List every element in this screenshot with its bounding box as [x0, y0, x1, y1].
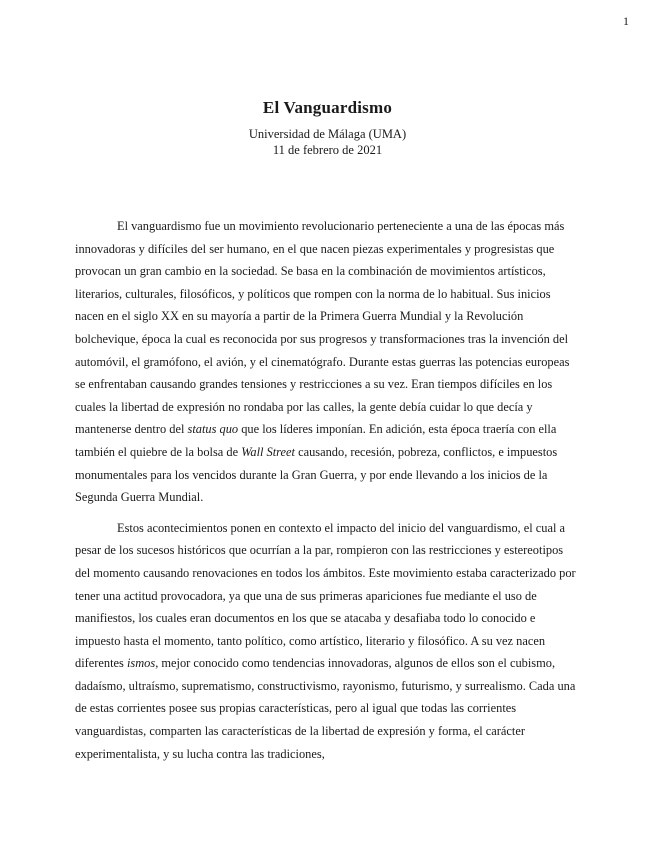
paragraph-1-text-a: El vanguardismo fue un movimiento revolucionario perteneciente a una de las épocas más innovadoras y difíciles del ser humano, en el que nacen piezas experimentales y progresistas que provocan un gran cambio en la sociedad. Se basa en la combinación de movimientos artísticos, literarios, culturales, filosóficos, y políticos que rompen con la norma de lo habitual. Sus inicios nacen en el siglo XX en su mayoría a partir de la Primera Guerra Mundial y la Revolución bolchevique, época la cual es reconocida por sus progresos y transformaciones tras la invención del automóvil, el gramófono, el avión, y el cinematógrafo. Durante estas guerras las potencias europeas se enfrentaban causando grandes tensiones y restricciones a su vez. Eran tiempos difíciles en los cuales la libertad de expresión no rondaba por las calles, la gente debía cuidar lo que decía y mantenerse dentro del: [75, 219, 570, 437]
document-title: El Vanguardismo: [262, 98, 393, 117]
institution-line: Universidad de Málaga (UMA): [248, 127, 407, 141]
document-header: [0, 98, 655, 158]
paragraph-2: [75, 517, 581, 766]
paragraph-1-text-b: que los líderes imponían. En adición, esta época traería con ella también el quiebre de la bolsa de: [75, 422, 557, 459]
paragraph-2-text-a: Estos acontecimientos ponen en contexto el impacto del inicio del vanguardismo, el cual a pesar de los sucesos históricos que ocurrían a la par, rompieron con las restricciones y estereotipos del momento causando renovaciones en todos los ámbitos. Este movimiento estaba caracterizado por tener una actitud provocadora, ya que una de sus primeras apariciones fue mediante el uso de manifiestos, los cuales eran documentos en los que se atacaba y desafiaba todo lo conocido e impuesto hasta el momento, tanto político, como artístico, literario y filosófico. A su vez nacen diferentes: [75, 520, 576, 671]
document-body: [75, 215, 581, 773]
paragraph-2-italic-ismos: ismos: [126, 656, 156, 671]
paragraph-1-italic-wall-street: Wall Street: [241, 444, 295, 459]
paragraph-1-text-c: causando, recesión, pobreza, conflictos, e impuestos monumentales para los vencidos durante la Gran Guerra, y por ende llevando a los inicios de la Segunda Guerra Mundial.: [75, 444, 558, 505]
paragraph-2-text-b: , mejor conocido como tendencias innovadoras, algunos de ellos son el cubismo, dadaísmo, ultraísmo, suprematismo, constructivismo, rayonismo, futurismo, y surrealismo. Cada una de estas corrientes posee sus propias características, pero al igual que todas las corrientes vanguardistas, comparten las características de la libertad de expresión y forma, el carácter experimentalista, y su lucha contra las tradiciones,: [75, 656, 576, 761]
paragraph-1-italic-status-quo: status quo: [187, 422, 239, 437]
page-number: 1: [623, 14, 629, 28]
date-line: 11 de febrero de 2021: [272, 143, 383, 157]
paragraph-1: [75, 215, 581, 509]
